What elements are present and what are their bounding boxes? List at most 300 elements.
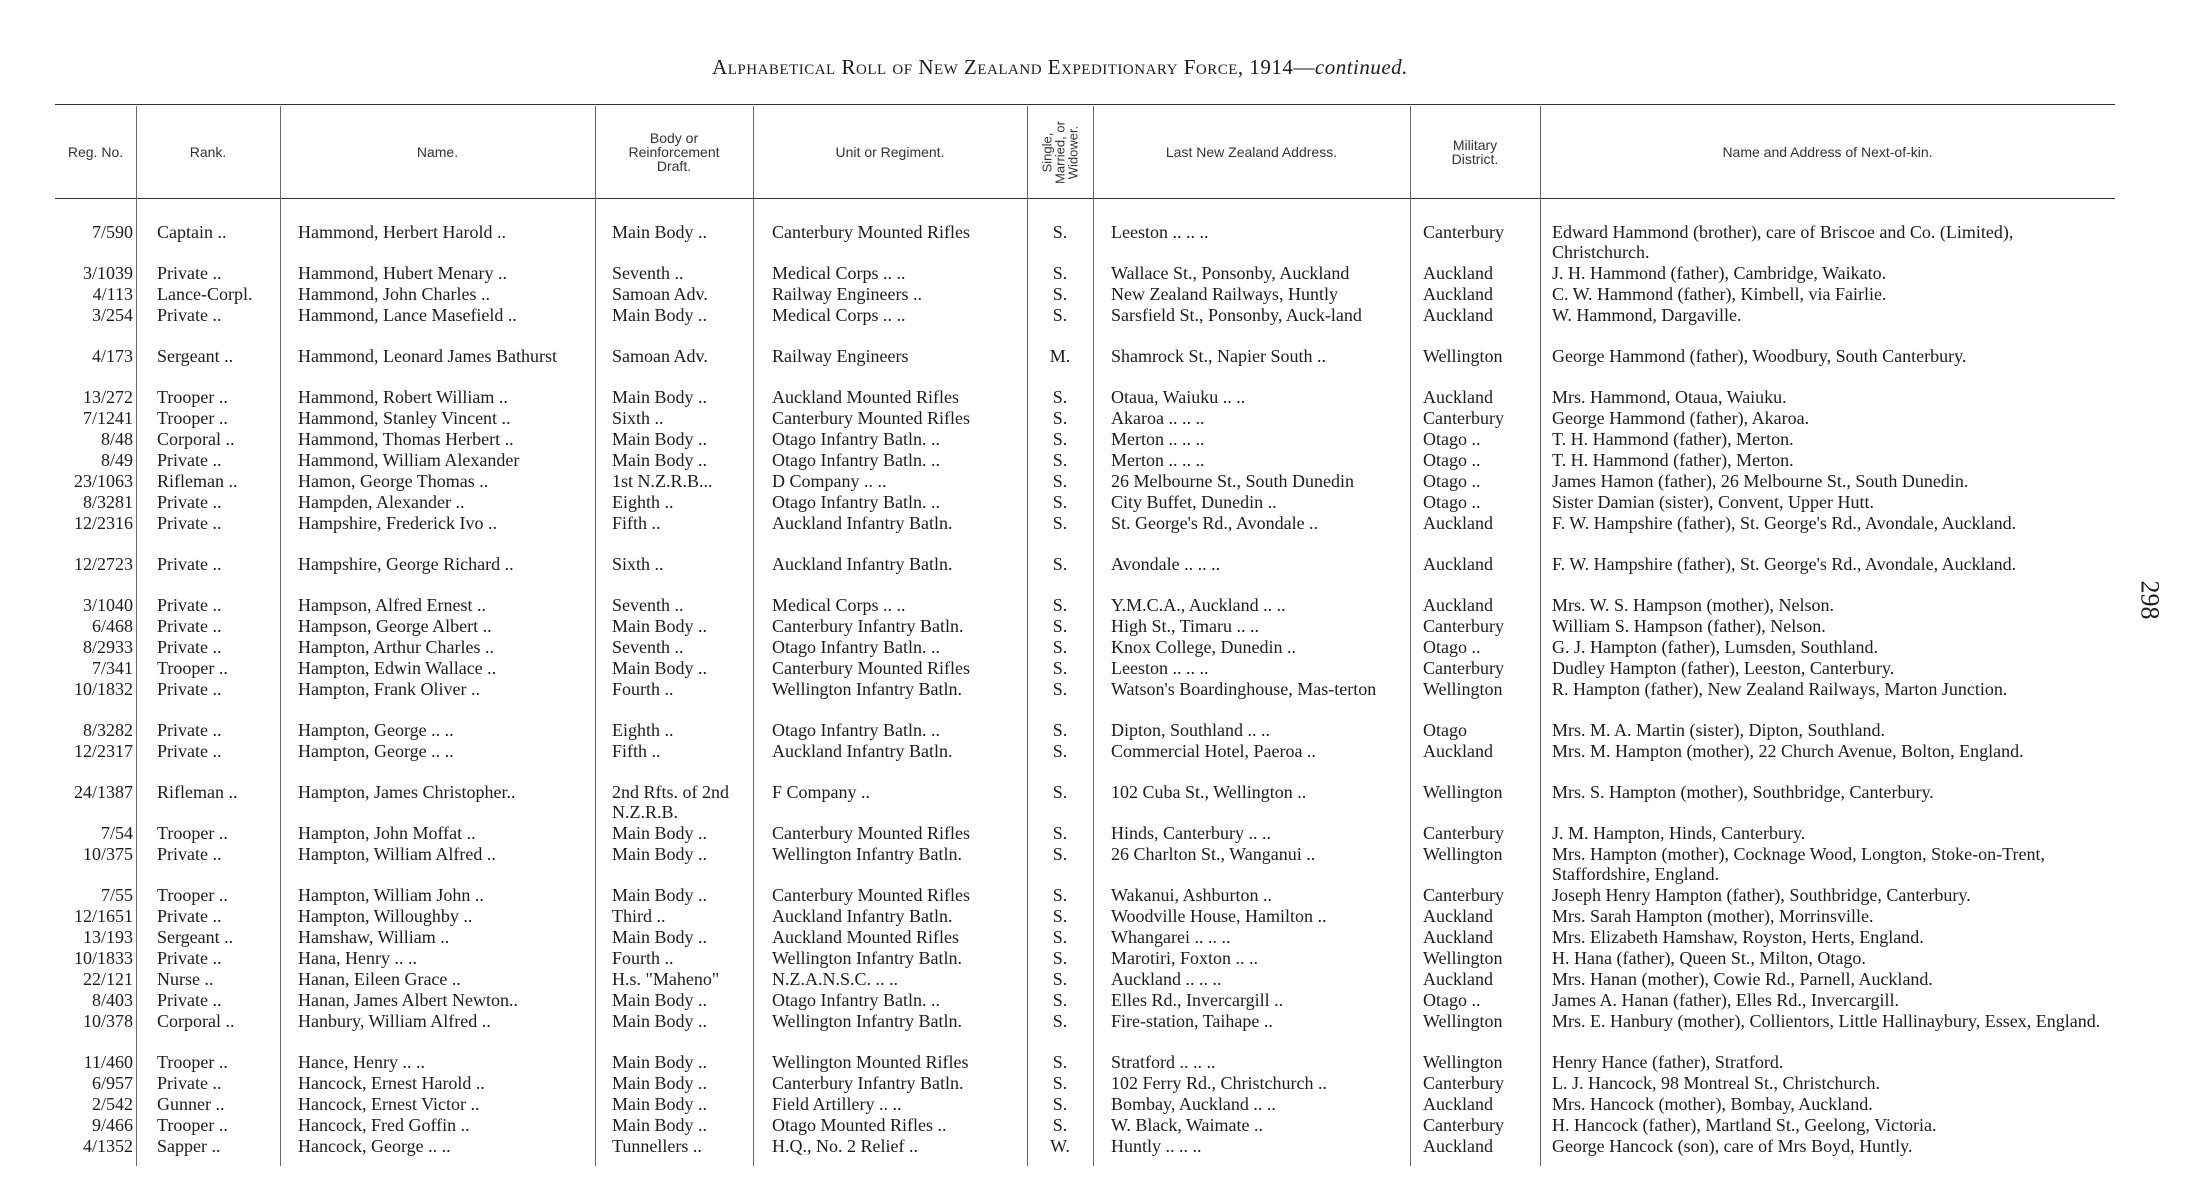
title-main: Alphabetical Roll of New Zealand Expeditionary Force, 1914 xyxy=(712,55,1294,79)
status-cell: S. xyxy=(1052,927,1068,947)
name-cell: Hampshire, Frederick Ivo .. xyxy=(298,513,497,533)
district-cell: Wellington xyxy=(1423,346,1503,366)
rank-cell: Rifleman .. xyxy=(157,782,238,802)
district-cell: Auckland xyxy=(1423,1136,1493,1156)
status-cell: S. xyxy=(1052,969,1068,989)
next-of-kin-cell: Mrs. E. Hanbury (mother), Collientors, Little Hallinaybury, Essex, England. xyxy=(1552,1011,2101,1031)
next-of-kin-cell: Mrs. Hampton (mother), Cocknage Wood, Longton, Stoke-on-Trent, Staffordshire, England. xyxy=(1552,844,2045,884)
unit-cell: Auckland Infantry Batln. xyxy=(772,513,953,533)
district-cell: Canterbury xyxy=(1423,616,1504,636)
district-cell: Canterbury xyxy=(1423,658,1504,678)
column-divider xyxy=(1540,106,1541,1166)
reg-no-cell: 7/54 xyxy=(100,823,133,843)
district-cell: Canterbury xyxy=(1423,885,1504,905)
rank-cell: Sergeant .. xyxy=(157,346,234,366)
status-cell: W. xyxy=(1050,1136,1070,1156)
unit-cell: Otago Mounted Rifles .. xyxy=(772,1115,947,1135)
unit-cell: Wellington Infantry Batln. xyxy=(772,1011,963,1031)
name-cell: Hampden, Alexander .. xyxy=(298,492,465,512)
status-cell: S. xyxy=(1052,637,1068,657)
body-cell: Main Body .. xyxy=(612,1052,708,1072)
rank-cell: Private .. xyxy=(157,1073,222,1093)
district-cell: Otago .. xyxy=(1423,990,1481,1010)
status-cell: S. xyxy=(1052,471,1068,491)
name-cell: Hampson, George Albert .. xyxy=(298,616,492,636)
next-of-kin-cell: T. H. Hammond (father), Merton. xyxy=(1552,429,1794,449)
status-cell: S. xyxy=(1052,387,1068,407)
address-cell: Y.M.C.A., Auckland .. .. xyxy=(1111,595,1286,615)
next-of-kin-cell: J. H. Hammond (father), Cambridge, Waikato. xyxy=(1552,263,1887,283)
page-title xyxy=(0,55,2120,80)
rank-cell: Trooper .. xyxy=(157,408,228,428)
reg-no-cell: 11/460 xyxy=(83,1052,133,1072)
rank-cell: Trooper .. xyxy=(157,885,228,905)
name-cell: Hampton, Frank Oliver .. xyxy=(298,679,480,699)
next-of-kin-cell: R. Hampton (father), New Zealand Railways, Marton Junction. xyxy=(1552,679,2008,699)
unit-cell: Auckland Infantry Batln. xyxy=(772,741,953,761)
reg-no-cell: 12/2723 xyxy=(73,554,133,574)
rank-cell: Trooper .. xyxy=(157,387,228,407)
district-cell: Auckland xyxy=(1423,927,1493,947)
body-cell: Fifth .. xyxy=(612,741,661,761)
reg-no-cell: 7/1241 xyxy=(82,408,133,428)
column-divider xyxy=(280,106,281,1166)
next-of-kin-cell: C. W. Hammond (father), Kimbell, via Fairlie. xyxy=(1552,284,1887,304)
district-cell: Otago .. xyxy=(1423,450,1481,470)
body-cell: Main Body .. xyxy=(612,222,708,242)
status-cell: S. xyxy=(1052,782,1068,802)
reg-no-cell: 4/1352 xyxy=(82,1136,133,1156)
reg-no-cell: 10/1832 xyxy=(73,679,133,699)
unit-cell: Canterbury Mounted Rifles xyxy=(772,222,970,242)
body-cell: Seventh .. xyxy=(612,595,684,615)
unit-cell: Medical Corps .. .. xyxy=(772,595,906,615)
body-cell: Tunnellers .. xyxy=(612,1136,702,1156)
address-cell: Elles Rd., Invercargill .. xyxy=(1111,990,1284,1010)
status-cell: S. xyxy=(1052,554,1068,574)
name-cell: Hancock, Fred Goffin .. xyxy=(298,1115,470,1135)
header-top-rule xyxy=(55,104,2115,105)
rank-cell: Private .. xyxy=(157,741,222,761)
rank-cell: Private .. xyxy=(157,554,222,574)
unit-cell: Railway Engineers xyxy=(772,346,909,366)
status-cell: S. xyxy=(1052,906,1068,926)
name-cell: Hammond, Hubert Menary .. xyxy=(298,263,507,283)
address-cell: Sarsfield St., Ponsonby, Auck-land xyxy=(1111,305,1362,325)
district-cell: Auckland xyxy=(1423,305,1493,325)
district-cell: Otago .. xyxy=(1423,492,1481,512)
district-cell: Auckland xyxy=(1423,263,1493,283)
body-cell: Main Body .. xyxy=(612,305,708,325)
address-cell: 102 Ferry Rd., Christchurch .. xyxy=(1111,1073,1327,1093)
address-cell: Leeston .. .. .. xyxy=(1111,658,1209,678)
unit-cell: Otago Infantry Batln. .. xyxy=(772,429,940,449)
header-bottom-rule xyxy=(55,198,2115,199)
district-cell: Otago .. xyxy=(1423,471,1481,491)
unit-cell: Auckland Mounted Rifles xyxy=(772,927,959,947)
rank-cell: Lance-Corpl. xyxy=(157,284,253,304)
rank-cell: Nurse .. xyxy=(157,969,214,989)
reg-no-cell: 7/341 xyxy=(91,658,133,678)
status-cell: S. xyxy=(1052,990,1068,1010)
rank-cell: Trooper .. xyxy=(157,658,228,678)
rank-cell: Sergeant .. xyxy=(157,927,234,947)
rank-cell: Private .. xyxy=(157,948,222,968)
body-cell: Fourth .. xyxy=(612,679,674,699)
address-cell: Merton .. .. .. xyxy=(1111,450,1205,470)
next-of-kin-cell: Mrs. Hammond, Otaua, Waiuku. xyxy=(1552,387,1787,407)
next-of-kin-cell: H. Hancock (father), Martland St., Geelong, Victoria. xyxy=(1552,1115,1937,1135)
name-cell: Hammond, Stanley Vincent .. xyxy=(298,408,511,428)
district-cell: Otago .. xyxy=(1423,637,1481,657)
reg-no-cell: 23/1063 xyxy=(73,471,133,491)
address-cell: 26 Charlton St., Wanganui .. xyxy=(1111,844,1316,864)
reg-no-cell: 8/3282 xyxy=(82,720,133,740)
district-cell: Auckland xyxy=(1423,513,1493,533)
status-cell: S. xyxy=(1052,679,1068,699)
next-of-kin-cell: Mrs. Elizabeth Hamshaw, Royston, Herts, England. xyxy=(1552,927,1924,947)
next-of-kin-cell: W. Hammond, Dargaville. xyxy=(1552,305,1742,325)
district-cell: Auckland xyxy=(1423,906,1493,926)
rank-cell: Private .. xyxy=(157,305,222,325)
unit-cell: F Company .. xyxy=(772,782,871,802)
body-cell: Main Body .. xyxy=(612,1094,708,1114)
unit-cell: Wellington Infantry Batln. xyxy=(772,844,963,864)
reg-no-cell: 12/2317 xyxy=(73,741,133,761)
body-cell: Main Body .. xyxy=(612,616,708,636)
district-cell: Canterbury xyxy=(1423,1073,1504,1093)
reg-no-cell: 13/193 xyxy=(82,927,133,947)
next-of-kin-cell: James A. Hanan (father), Elles Rd., Invercargill. xyxy=(1552,990,1900,1010)
reg-no-cell: 13/272 xyxy=(82,387,133,407)
next-of-kin-cell: William S. Hampson (father), Nelson. xyxy=(1552,616,1826,636)
reg-no-cell: 7/55 xyxy=(100,885,133,905)
next-of-kin-cell: T. H. Hammond (father), Merton. xyxy=(1552,450,1794,470)
reg-no-cell: 3/1040 xyxy=(82,595,133,615)
district-cell: Auckland xyxy=(1423,969,1493,989)
reg-no-cell: 22/121 xyxy=(82,969,133,989)
name-cell: Hancock, Ernest Victor .. xyxy=(298,1094,480,1114)
district-cell: Otago xyxy=(1423,720,1467,740)
status-cell: S. xyxy=(1052,720,1068,740)
next-of-kin-cell: James Hamon (father), 26 Melbourne St., South Dunedin. xyxy=(1552,471,1969,491)
district-cell: Wellington xyxy=(1423,679,1503,699)
header-district: Military District. xyxy=(1451,137,1499,167)
header-unit: Unit or Regiment. xyxy=(835,144,945,160)
body-cell: Main Body .. xyxy=(612,1073,708,1093)
rank-cell: Private .. xyxy=(157,720,222,740)
unit-cell: Otago Infantry Batln. .. xyxy=(772,720,940,740)
body-cell: H.s. "Maheno" xyxy=(612,969,720,989)
status-cell: S. xyxy=(1052,844,1068,864)
header-rank: Rank. xyxy=(189,144,227,160)
reg-no-cell: 3/1039 xyxy=(82,263,133,283)
unit-cell: Auckland Mounted Rifles xyxy=(772,387,959,407)
unit-cell: Wellington Infantry Batln. xyxy=(772,679,963,699)
unit-cell: Otago Infantry Batln. .. xyxy=(772,450,940,470)
rank-cell: Sapper .. xyxy=(157,1136,221,1156)
name-cell: Hancock, Ernest Harold .. xyxy=(298,1073,485,1093)
body-cell: Main Body .. xyxy=(612,885,708,905)
address-cell: City Buffet, Dunedin .. xyxy=(1111,492,1277,512)
name-cell: Hanan, Eileen Grace .. xyxy=(298,969,461,989)
status-cell: S. xyxy=(1052,429,1068,449)
address-cell: Fire-station, Taihape .. xyxy=(1111,1011,1273,1031)
address-cell: Bombay, Auckland .. .. xyxy=(1111,1094,1276,1114)
status-cell: S. xyxy=(1052,1073,1068,1093)
rank-cell: Trooper .. xyxy=(157,1052,228,1072)
status-cell: S. xyxy=(1052,823,1068,843)
address-cell: Whangarei .. .. .. xyxy=(1111,927,1231,947)
reg-no-cell: 2/542 xyxy=(91,1094,133,1114)
next-of-kin-cell: Edward Hammond (brother), care of Briscoe and Co. (Limited), Christchurch. xyxy=(1552,222,2014,262)
rank-cell: Trooper .. xyxy=(157,823,228,843)
reg-no-cell: 8/2933 xyxy=(82,637,133,657)
rank-cell: Private .. xyxy=(157,616,222,636)
unit-cell: Auckland Infantry Batln. xyxy=(772,554,953,574)
body-cell: Main Body .. xyxy=(612,658,708,678)
body-cell: Samoan Adv. xyxy=(612,284,708,304)
address-cell: W. Black, Waimate .. xyxy=(1111,1115,1264,1135)
rank-cell: Private .. xyxy=(157,492,222,512)
name-cell: Hamon, George Thomas .. xyxy=(298,471,489,491)
address-cell: Otaua, Waiuku .. .. xyxy=(1111,387,1246,407)
status-cell: S. xyxy=(1052,741,1068,761)
page-number: 298 xyxy=(2135,580,2165,620)
address-cell: Akaroa .. .. .. xyxy=(1111,408,1205,428)
address-cell: Merton .. .. .. xyxy=(1111,429,1205,449)
reg-no-cell: 10/375 xyxy=(82,844,133,864)
title-continued: continued. xyxy=(1314,55,1408,79)
address-cell: Avondale .. .. .. xyxy=(1111,554,1221,574)
next-of-kin-cell: Mrs. M. Hampton (mother), 22 Church Avenue, Bolton, England. xyxy=(1552,741,2024,761)
body-cell: Third .. xyxy=(612,906,666,926)
header-status-label: Single, Married, or Widower. xyxy=(1039,120,1081,184)
name-cell: Hance, Henry .. .. xyxy=(298,1052,425,1072)
unit-cell: Medical Corps .. .. xyxy=(772,263,906,283)
reg-no-cell: 9/466 xyxy=(91,1115,133,1135)
header-name: Name. xyxy=(416,144,459,160)
address-cell: St. George's Rd., Avondale .. xyxy=(1111,513,1319,533)
unit-cell: Canterbury Mounted Rifles xyxy=(772,658,970,678)
name-cell: Hammond, Thomas Herbert .. xyxy=(298,429,514,449)
address-cell: Leeston .. .. .. xyxy=(1111,222,1209,242)
status-cell: S. xyxy=(1052,450,1068,470)
address-cell: Hinds, Canterbury .. .. xyxy=(1111,823,1271,843)
address-cell: 26 Melbourne St., South Dunedin xyxy=(1111,471,1354,491)
next-of-kin-cell: G. J. Hampton (father), Lumsden, Southland. xyxy=(1552,637,1878,657)
rank-cell: Corporal .. xyxy=(157,1011,235,1031)
rank-cell: Private .. xyxy=(157,990,222,1010)
body-cell: Fifth .. xyxy=(612,513,661,533)
next-of-kin-cell: L. J. Hancock, 98 Montreal St., Christchurch. xyxy=(1552,1073,1880,1093)
status-cell: S. xyxy=(1052,263,1068,283)
status-cell: S. xyxy=(1052,408,1068,428)
status-cell: S. xyxy=(1052,885,1068,905)
body-cell: Main Body .. xyxy=(612,844,708,864)
unit-cell: Wellington Mounted Rifles xyxy=(772,1052,969,1072)
name-cell: Hampton, George .. .. xyxy=(298,720,454,740)
body-cell: Main Body .. xyxy=(612,823,708,843)
reg-no-cell: 8/3281 xyxy=(82,492,133,512)
body-cell: 1st N.Z.R.B... xyxy=(612,471,713,491)
column-divider xyxy=(1410,106,1411,1166)
name-cell: Hampton, John Moffat .. xyxy=(298,823,476,843)
body-cell: Eighth .. xyxy=(612,720,674,740)
rank-cell: Gunner .. xyxy=(157,1094,225,1114)
address-cell: Stratford .. .. .. xyxy=(1111,1052,1216,1072)
name-cell: Hampton, Edwin Wallace .. xyxy=(298,658,497,678)
name-cell: Hammond, Leonard James Bathurst xyxy=(298,346,557,366)
address-cell: Commercial Hotel, Paeroa .. xyxy=(1111,741,1316,761)
status-cell: S. xyxy=(1052,1094,1068,1114)
unit-cell: Otago Infantry Batln. .. xyxy=(772,637,940,657)
name-cell: Hamshaw, William .. xyxy=(298,927,450,947)
name-cell: Hancock, George .. .. xyxy=(298,1136,451,1156)
district-cell: Auckland xyxy=(1423,387,1493,407)
body-cell: Main Body .. xyxy=(612,1115,708,1135)
title-dash: — xyxy=(1293,55,1315,79)
column-divider xyxy=(136,106,137,1166)
status-cell: S. xyxy=(1052,305,1068,325)
name-cell: Hammond, Herbert Harold .. xyxy=(298,222,506,242)
district-cell: Auckland xyxy=(1423,554,1493,574)
reg-no-cell: 7/590 xyxy=(91,222,133,242)
body-cell: Main Body .. xyxy=(612,927,708,947)
unit-cell: Otago Infantry Batln. .. xyxy=(772,990,940,1010)
district-cell: Auckland xyxy=(1423,741,1493,761)
name-cell: Hanan, James Albert Newton.. xyxy=(298,990,518,1010)
name-cell: Hana, Henry .. .. xyxy=(298,948,417,968)
body-cell: 2nd Rfts. of 2nd N.Z.R.B. xyxy=(612,782,729,822)
address-cell: Woodville House, Hamilton .. xyxy=(1111,906,1327,926)
body-cell: Fourth .. xyxy=(612,948,674,968)
reg-no-cell: 4/173 xyxy=(91,346,133,366)
name-cell: Hampson, Alfred Ernest .. xyxy=(298,595,486,615)
rank-cell: Private .. xyxy=(157,906,222,926)
district-cell: Canterbury xyxy=(1423,222,1504,242)
status-cell: S. xyxy=(1052,1115,1068,1135)
next-of-kin-cell: Dudley Hampton (father), Leeston, Canterbury. xyxy=(1552,658,1895,678)
reg-no-cell: 8/49 xyxy=(100,450,133,470)
next-of-kin-cell: Mrs. Hanan (mother), Cowie Rd., Parnell, Auckland. xyxy=(1552,969,1933,989)
name-cell: Hampton, William Alfred .. xyxy=(298,844,496,864)
next-of-kin-cell: F. W. Hampshire (father), St. George's Rd., Avondale, Auckland. xyxy=(1552,554,2017,574)
unit-cell: Railway Engineers .. xyxy=(772,284,922,304)
rank-cell: Captain .. xyxy=(157,222,227,242)
status-cell: S. xyxy=(1052,658,1068,678)
header-body: Body or Reinforcement Draft. xyxy=(628,130,720,174)
rank-cell: Private .. xyxy=(157,263,222,283)
rank-cell: Private .. xyxy=(157,679,222,699)
header-next-of-kin: Name and Address of Next-of-kin. xyxy=(1722,144,1933,160)
unit-cell: Canterbury Mounted Rifles xyxy=(772,408,970,428)
name-cell: Hampton, Arthur Charles .. xyxy=(298,637,494,657)
rank-cell: Private .. xyxy=(157,637,222,657)
status-cell: S. xyxy=(1052,595,1068,615)
rank-cell: Private .. xyxy=(157,450,222,470)
next-of-kin-cell: Henry Hance (father), Stratford. xyxy=(1552,1052,1784,1072)
next-of-kin-cell: Mrs. Hancock (mother), Bombay, Auckland. xyxy=(1552,1094,1873,1114)
body-cell: Eighth .. xyxy=(612,492,674,512)
unit-cell: Medical Corps .. .. xyxy=(772,305,906,325)
reg-no-cell: 24/1387 xyxy=(73,782,133,802)
reg-no-cell: 12/1651 xyxy=(73,906,133,926)
name-cell: Hammond, John Charles .. xyxy=(298,284,490,304)
status-cell: S. xyxy=(1052,513,1068,533)
next-of-kin-cell: Mrs. Sarah Hampton (mother), Morrinsville. xyxy=(1552,906,1874,926)
district-cell: Canterbury xyxy=(1423,1115,1504,1135)
reg-no-cell: 3/254 xyxy=(91,305,133,325)
address-cell: New Zealand Railways, Huntly xyxy=(1111,284,1338,304)
name-cell: Hampton, James Christopher.. xyxy=(298,782,516,802)
address-cell: Wallace St., Ponsonby, Auckland xyxy=(1111,263,1350,283)
unit-cell: Auckland Infantry Batln. xyxy=(772,906,953,926)
address-cell: Auckland .. .. .. xyxy=(1111,969,1222,989)
header-reg-no: Reg. No. xyxy=(67,144,124,160)
body-cell: Seventh .. xyxy=(612,263,684,283)
district-cell: Wellington xyxy=(1423,1052,1503,1072)
address-cell: Knox College, Dunedin .. xyxy=(1111,637,1296,657)
name-cell: Hammond, William Alexander xyxy=(298,450,520,470)
address-cell: Wakanui, Ashburton .. xyxy=(1111,885,1273,905)
name-cell: Hampton, George .. .. xyxy=(298,741,454,761)
district-cell: Canterbury xyxy=(1423,408,1504,428)
next-of-kin-cell: Joseph Henry Hampton (father), Southbridge, Canterbury. xyxy=(1552,885,1971,905)
reg-no-cell: 4/113 xyxy=(92,284,133,304)
address-cell: Marotiri, Foxton .. .. xyxy=(1111,948,1258,968)
unit-cell: Field Artillery .. .. xyxy=(772,1094,902,1114)
reg-no-cell: 6/468 xyxy=(91,616,133,636)
reg-no-cell: 12/2316 xyxy=(73,513,133,533)
body-cell: Seventh .. xyxy=(612,637,684,657)
body-cell: Samoan Adv. xyxy=(612,346,708,366)
body-cell: Main Body .. xyxy=(612,990,708,1010)
next-of-kin-cell: F. W. Hampshire (father), St. George's Rd., Avondale, Auckland. xyxy=(1552,513,2017,533)
status-cell: S. xyxy=(1052,948,1068,968)
status-cell: M. xyxy=(1049,346,1071,366)
body-cell: Sixth .. xyxy=(612,554,664,574)
next-of-kin-cell: Mrs. S. Hampton (mother), Southbridge, Canterbury. xyxy=(1552,782,1934,802)
next-of-kin-cell: George Hammond (father), Akaroa. xyxy=(1552,408,1810,428)
address-cell: Shamrock St., Napier South .. xyxy=(1111,346,1326,366)
unit-cell: Canterbury Infantry Batln. xyxy=(772,616,964,636)
reg-no-cell: 6/957 xyxy=(91,1073,133,1093)
rank-cell: Trooper .. xyxy=(157,1115,228,1135)
body-cell: Main Body .. xyxy=(612,387,708,407)
body-cell: Sixth .. xyxy=(612,408,664,428)
district-cell: Otago .. xyxy=(1423,429,1481,449)
next-of-kin-cell: George Hammond (father), Woodbury, South Canterbury. xyxy=(1552,346,1967,366)
district-cell: Wellington xyxy=(1423,844,1503,864)
status-cell: S. xyxy=(1052,1052,1068,1072)
next-of-kin-cell: George Hancock (son), care of Mrs Boyd, Huntly. xyxy=(1552,1136,1913,1156)
next-of-kin-cell: J. M. Hampton, Hinds, Canterbury. xyxy=(1552,823,1806,843)
name-cell: Hanbury, William Alfred .. xyxy=(298,1011,491,1031)
column-divider xyxy=(595,106,596,1166)
unit-cell: H.Q., No. 2 Relief .. xyxy=(772,1136,918,1156)
district-cell: Auckland xyxy=(1423,595,1493,615)
address-cell: Dipton, Southland .. .. xyxy=(1111,720,1271,740)
address-cell: High St., Timaru .. .. xyxy=(1111,616,1260,636)
name-cell: Hampton, Willoughby .. xyxy=(298,906,473,926)
unit-cell: Canterbury Mounted Rifles xyxy=(772,823,970,843)
rank-cell: Private .. xyxy=(157,595,222,615)
status-cell: S. xyxy=(1052,1011,1068,1031)
unit-cell: Canterbury Infantry Batln. xyxy=(772,1073,964,1093)
reg-no-cell: 8/48 xyxy=(100,429,133,449)
body-cell: Main Body .. xyxy=(612,450,708,470)
